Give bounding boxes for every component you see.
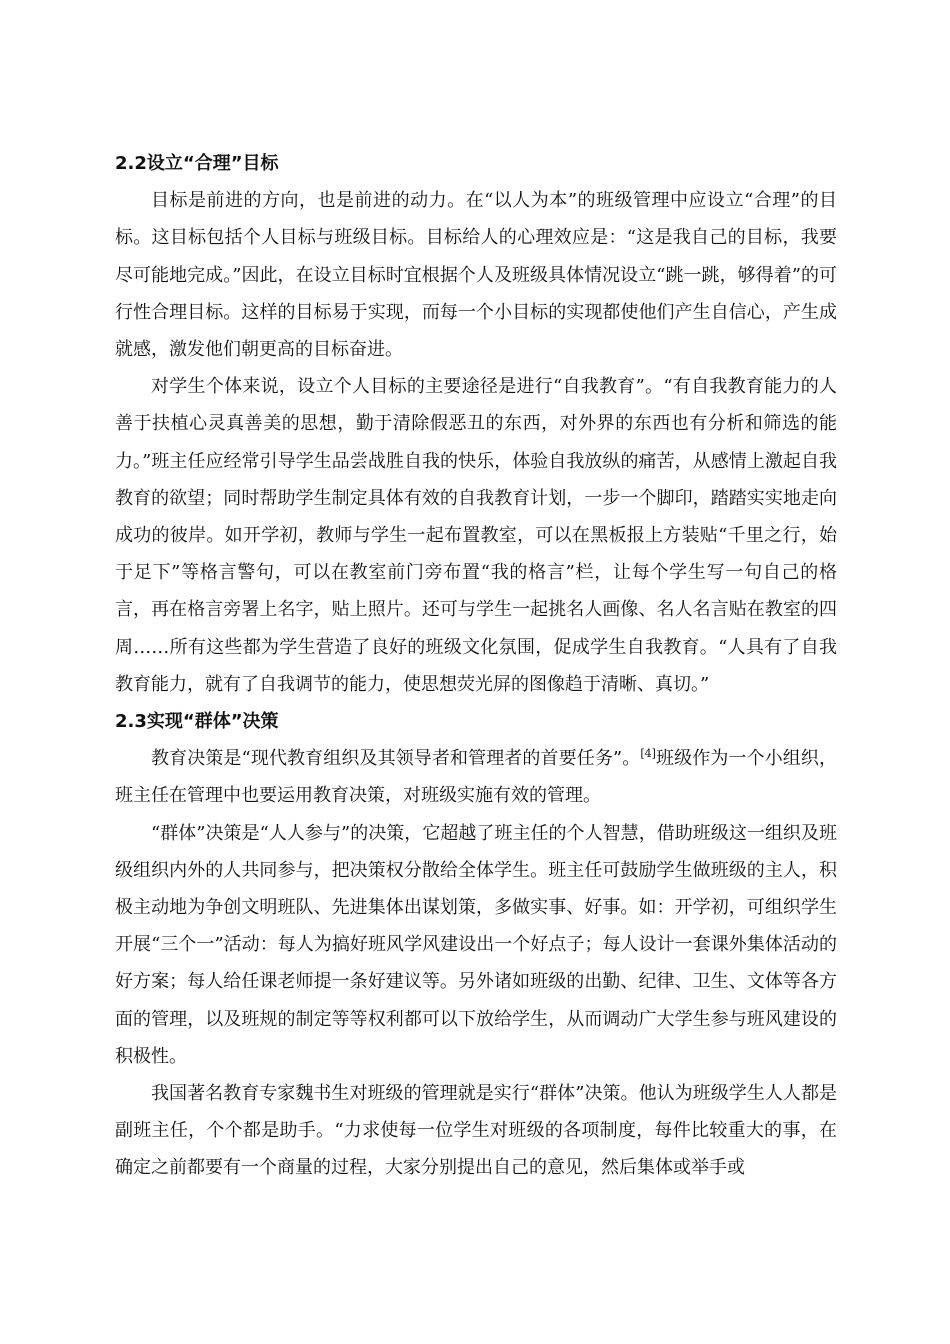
paragraph: 目标是前进的方向，也是前进的动力。在“以人为本”的班级管理中应设立“合理”的目标。这目标包括个人目标与班级目标。目标给人的心理效应是：“这是我自己的目标，我要尽可能地完成。”因此，在设立目标时宜根据个人及班级具体情况设立“跳一跳，够得着”的可行性合理目标。这样的目标易于实现，而每一个小目标的实现都使他们产生自信心，产生成就感，激发他们朝更高的目标奋进。 [115, 190, 837, 361]
paragraph: 对学生个体来说，设立个人目标的主要途径是进行“自我教育”。“有自我教育能力的人善于扶植心灵真善美的思想，勤于清除假恶丑的东西，对外界的东西也有分析和筛选的能力。”班主任应经常引导学生品尝战胜自我的快乐，体验自我放纵的痛苦，从感情上激起自我教育的欲望；同时帮助学生制定具体有效的自我教育计划，一步一个脚印，踏踏实实地走向成功的彼岸。如开学初，教师与学生一起布置教室，可以在黑板报上方装贴“千里之行，始于足下”等格言警句，可以在教室前门旁布置“我的格言”栏，让每个学生写一句自己的格言，再在格言旁署上名字，贴上照片。还可与学生一起挑名人画像、名人名言贴在教室的四周……所有这些都为学生营造了良好的班级文化氛围，促成学生自我教育。“人具有了自我教育能力，就有了自我调节的能力，使思想荧光屏的图像趋于清晰、真切。” [115, 376, 837, 695]
paragraph-text: 教育决策是“现代教育组织及其领导者和管理者的首要任务”。 [151, 748, 641, 770]
paragraph: 我国著名教育专家魏书生对班级的管理就是实行“群体”决策。他认为班级学生人人都是副班主任，个个都是助手。“力求使每一位学生对班级的各项制度，每件比较重大的事，在确定之前都要有一个商量的过程，大家分别提出自己的意见，然后集体或举手或 [115, 1083, 837, 1179]
citation-marker[interactable]: [4] [640, 747, 656, 761]
section-heading-2-3: 2.3实现“群体”决策 [115, 711, 279, 733]
paragraph: “群体”决策是“人人参与”的决策，它超越了班主任的个人智慧，借助班级这一组织及班级组织内外的人共同参与，把决策权分散给全体学生。班主任可鼓励学生做班级的主人，积极主动地为争创文明班队、先进集体出谋划策，多做实事、好事。如：开学初，可组织学生开展“三个一”活动：每人为搞好班风学风建设出一个好点子；每人设计一套课外集体活动的好方案；每人给任课老师提一条好建议等。另外诸如班级的出勤、纪律、卫生、文体等各方面的管理，以及班规的制定等等权利都可以下放给学生，从而调动广大学生参与班风建设的积极性。 [115, 822, 837, 1067]
document-page [115, 145, 837, 1187]
section-heading-2-2: 2.2设立“合理”目标 [115, 153, 279, 174]
paragraph-text: 班级作为一个小组织，班主任在管理中也要运用教育决策，对班级实施有效的管理。 [115, 748, 838, 807]
paragraph-with-citation [115, 740, 837, 814]
